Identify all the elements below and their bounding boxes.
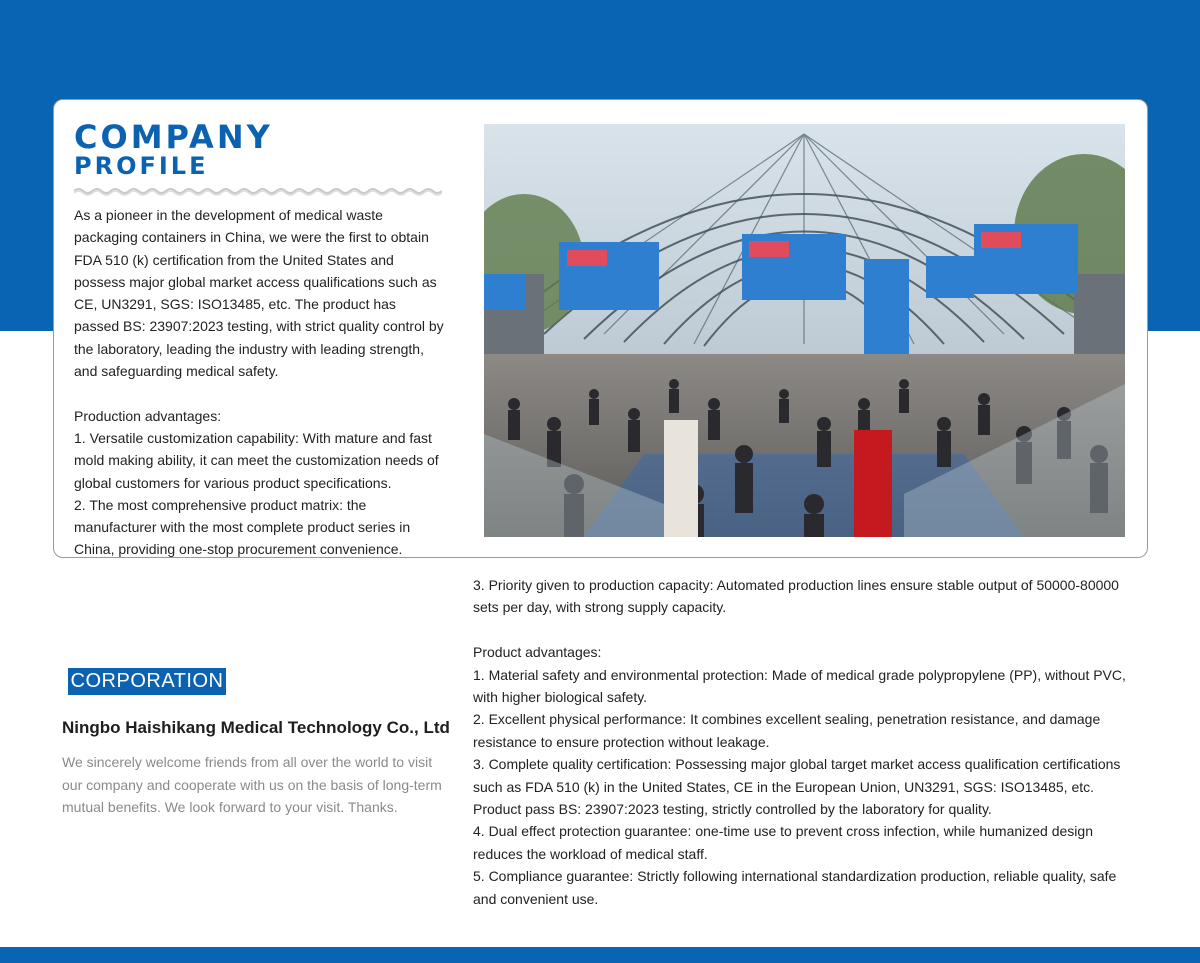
product-heading: Product advantages: — [473, 644, 602, 661]
production-item: 2. The most comprehensive product matrix: the manufacturer with the most complete product series in China, providing one-stop procurement convenience. — [74, 496, 411, 558]
welcome-text: We sincerely welcome friends from all over the world to visit our company and cooperate with us on the basis of long-term mutual benefits. We look forward to your visit. Thanks. — [62, 754, 442, 815]
product-item: 4. Dual effect protection guarantee: one-time use to prevent cross infection, while humanized design reduces the workload of medical staff. — [473, 823, 1093, 862]
production-item: 3. Priority given to production capacity: Automated production lines ensure stable output of 50000-80000 sets per day, with strong supply capacity. — [473, 577, 1119, 616]
wave-divider — [74, 186, 442, 196]
title-company: COMPANY — [74, 118, 273, 156]
intro-paragraph: As a pioneer in the development of medical waste packaging containers in China, we were the first to obtain FDA 510 (k) certification from the United States and possess major global market access qualifications such as CE, UN3291, SGS: ISO13485, etc. The product has passed BS: 23907:2023 testing, with strict quality control by the laboratory, leading the industry with leading strength, and safeguarding medical safety. — [74, 207, 444, 380]
exhibition-hall-photo — [484, 124, 1125, 537]
product-item: 2. Excellent physical performance: It combines excellent sealing, penetration resistance, and damage resistance to ensure protection without leakage. — [473, 711, 1101, 750]
product-item: 3. Complete quality certification: Possessing major global target market access qualification certifications such as FDA 510 (k) in the United States, CE in the European Union, UN3291, SGS: ISO13485, etc. Product pass BS: 23907:2023 testing, strictly controlled by the laboratory for quality. — [473, 756, 1121, 818]
product-item: 1. Material safety and environmental protection: Made of medical grade polypropylene (PP), without PVC, with higher biological safety. — [473, 666, 1126, 706]
production-item: 1. Versatile customization capability: With mature and fast mold making ability, it can meet the customization needs of global customers for various product specifications. — [74, 429, 439, 491]
exhibition-hall-illustration — [484, 124, 1125, 537]
advantages-text-block — [473, 574, 1143, 910]
production-heading: Production advantages: — [74, 407, 222, 424]
company-name: Ningbo Haishikang Medical Technology Co., Ltd — [62, 718, 450, 737]
product-item: 5. Compliance guarantee: Strictly following international standardization production, reliable quality, safe and convenient use. — [473, 868, 1117, 907]
corporation-badge: CORPORATION — [68, 668, 226, 695]
title-profile: PROFILE — [74, 152, 209, 180]
intro-text-block — [74, 204, 444, 561]
bottom-blue-band — [0, 947, 1200, 963]
